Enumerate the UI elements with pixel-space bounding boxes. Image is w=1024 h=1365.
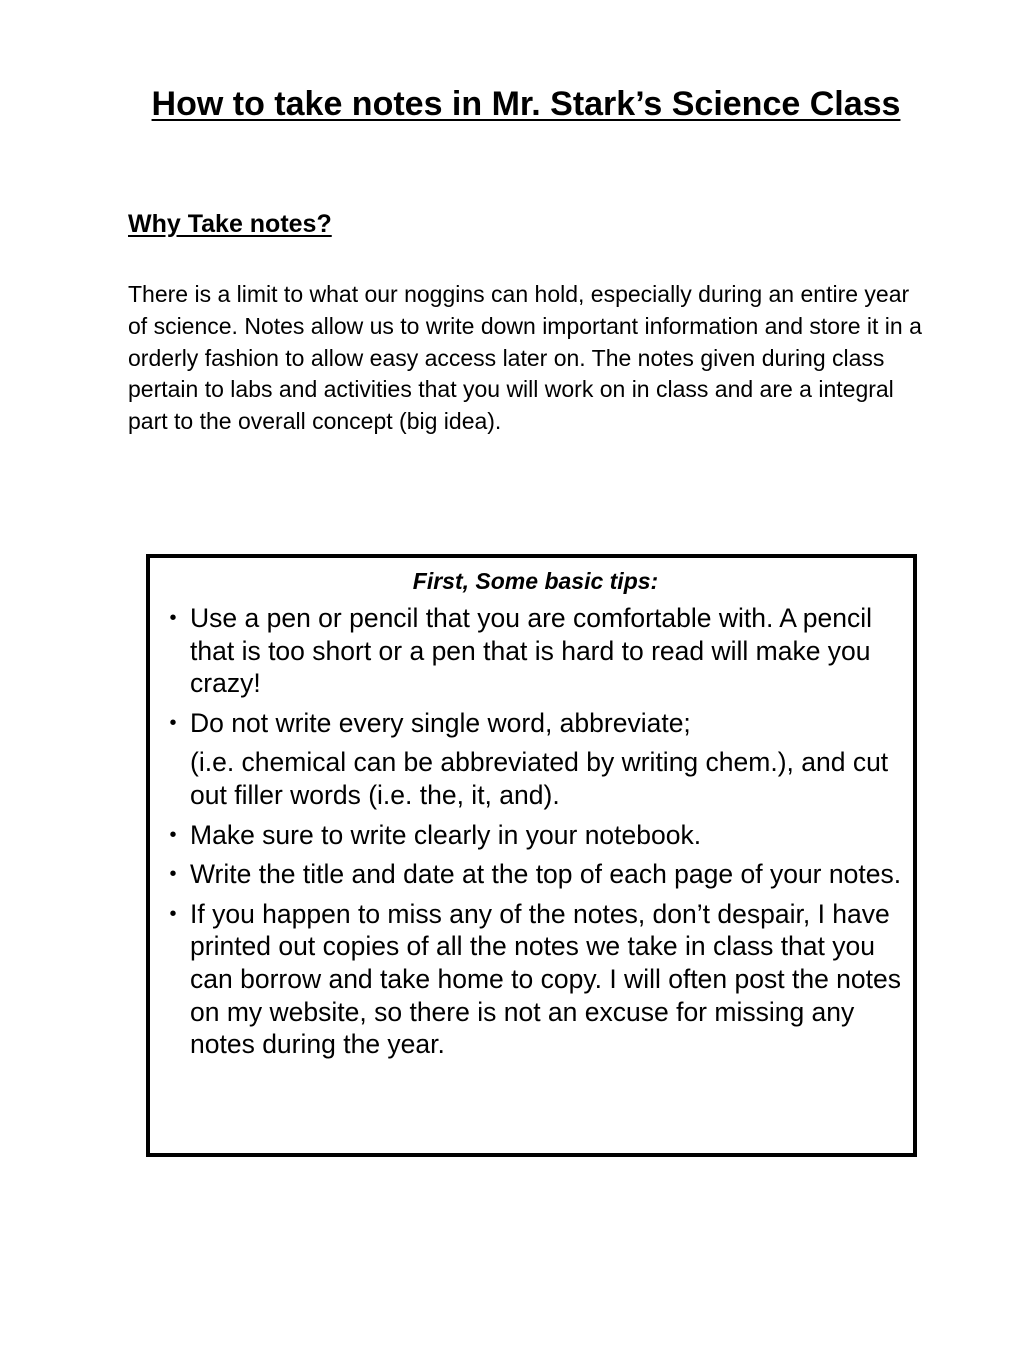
list-item xyxy=(162,858,907,891)
list-item xyxy=(162,898,907,1061)
tip-text: Make sure to write clearly in your notebook. xyxy=(190,819,702,850)
bullet-icon: • xyxy=(169,711,177,734)
bullet-icon: • xyxy=(169,902,177,925)
tips-box xyxy=(146,554,917,1157)
list-item xyxy=(162,819,907,852)
list-item xyxy=(162,602,907,700)
bullet-icon: • xyxy=(169,863,177,886)
tips-heading: First, Some basic tips: xyxy=(412,568,659,594)
tip-text: Use a pen or pencil that you are comfortable with. A pencil that is too short or a pen that is hard to read will make you crazy! xyxy=(190,603,873,699)
section-heading-why-take-notes: Why Take notes? xyxy=(128,210,332,238)
bullet-icon: • xyxy=(169,607,177,629)
tip-text: Write the title and date at the top of each page of your notes. xyxy=(190,859,902,890)
intro-paragraph: There is a limit to what our noggins can hold, especially during an entire year of science. Notes allow us to write down important information and store it in a orderly fashion to allow easy access later on. The notes given during class pertain to labs and activities that you will work on in class and are a integral part to the overall concept (big idea). xyxy=(128,281,922,435)
tip-continuation: (i.e. chemical can be abbreviated by writing chem.), and cut out filler words (i.e. the, it, and). xyxy=(190,747,889,810)
bullet-icon: • xyxy=(169,823,177,846)
list-item xyxy=(162,707,907,812)
tip-text: Do not write every single word, abbreviate; xyxy=(190,707,691,738)
page-title: How to take notes in Mr. Stark’s Science Class xyxy=(151,85,901,123)
tip-text: If you happen to miss any of the notes, don’t despair, I have printed out copies of all the notes we take in class that you can borrow and take home to copy. I will often post the notes on my website, so there is not an excuse for missing any notes during the year. xyxy=(190,898,901,1060)
tips-list xyxy=(162,602,907,1068)
